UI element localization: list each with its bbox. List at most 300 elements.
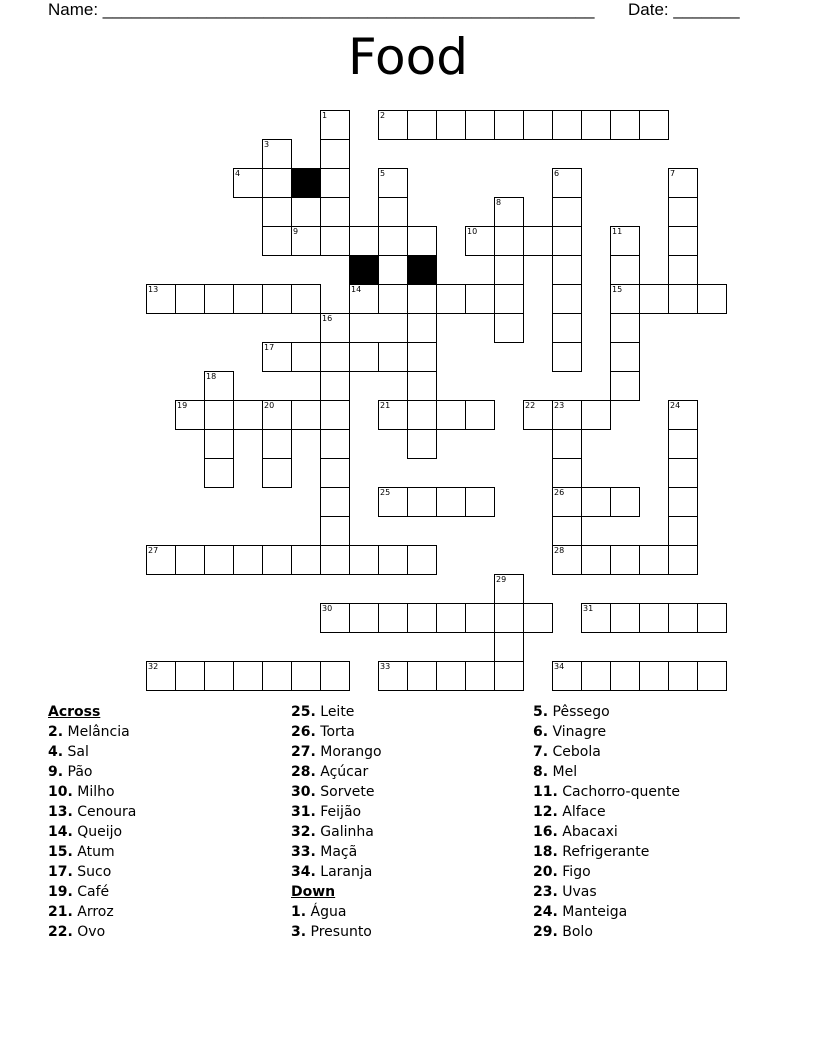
crossword-cell[interactable] bbox=[407, 342, 437, 372]
crossword-cell[interactable] bbox=[233, 284, 263, 314]
crossword-cell[interactable] bbox=[552, 226, 582, 256]
clue-text: Pão bbox=[67, 764, 93, 780]
clue-item bbox=[533, 702, 763, 722]
crossword-cell[interactable] bbox=[378, 603, 408, 633]
down-heading: Down bbox=[291, 884, 336, 900]
crossword-cell[interactable] bbox=[378, 487, 408, 517]
crossword-cell[interactable] bbox=[668, 458, 698, 488]
crossword-cell[interactable] bbox=[349, 603, 379, 633]
crossword-cell[interactable] bbox=[465, 284, 495, 314]
clue-number: 13. bbox=[48, 804, 73, 820]
crossword-cell[interactable] bbox=[262, 545, 292, 575]
clue-item bbox=[291, 782, 521, 802]
clue-item bbox=[533, 722, 763, 742]
cell-number: 20 bbox=[264, 401, 275, 410]
clue-item bbox=[48, 862, 278, 882]
cell-number: 33 bbox=[380, 662, 391, 671]
cell-number: 3 bbox=[264, 140, 270, 149]
clue-text: Bolo bbox=[562, 924, 593, 940]
crossword-cell[interactable] bbox=[407, 371, 437, 401]
crossword-cell[interactable] bbox=[494, 284, 524, 314]
clue-item bbox=[48, 882, 278, 902]
crossword-cell[interactable] bbox=[378, 226, 408, 256]
crossword-cell[interactable] bbox=[610, 661, 640, 691]
crossword-cell[interactable] bbox=[320, 139, 350, 169]
clue-text: Suco bbox=[77, 864, 112, 880]
clue-number: 33. bbox=[291, 844, 316, 860]
crossword-cell[interactable] bbox=[552, 255, 582, 285]
cell-number: 25 bbox=[380, 488, 391, 497]
clue-text: Cachorro-quente bbox=[562, 784, 680, 800]
crossword-cell[interactable] bbox=[204, 371, 234, 401]
clue-text: Arroz bbox=[77, 904, 114, 920]
crossword-cell[interactable] bbox=[494, 603, 524, 633]
crossword-cell[interactable] bbox=[291, 226, 321, 256]
clue-item bbox=[291, 922, 521, 942]
crossword-cell[interactable] bbox=[610, 545, 640, 575]
crossword-cell[interactable] bbox=[610, 603, 640, 633]
clue-number: 10. bbox=[48, 784, 73, 800]
clue-text: Água bbox=[310, 904, 347, 920]
crossword-cell[interactable] bbox=[378, 284, 408, 314]
clue-text: Sal bbox=[67, 744, 89, 760]
cell-number: 10 bbox=[467, 227, 478, 236]
crossword-cell[interactable] bbox=[291, 545, 321, 575]
crossword-cell[interactable] bbox=[407, 400, 437, 430]
cell-number: 17 bbox=[264, 343, 275, 352]
crossword-cell[interactable] bbox=[668, 661, 698, 691]
clue-item bbox=[291, 822, 521, 842]
crossword-cell[interactable] bbox=[378, 255, 408, 285]
crossword-cell[interactable] bbox=[175, 545, 205, 575]
clue-text: Pêssego bbox=[552, 704, 610, 720]
clue-number: 25. bbox=[291, 704, 316, 720]
crossword-cell[interactable] bbox=[668, 255, 698, 285]
crossword-cell[interactable] bbox=[349, 545, 379, 575]
crossword-cell[interactable] bbox=[523, 226, 553, 256]
clue-text: Uvas bbox=[562, 884, 597, 900]
date-field-label: Date: _______ bbox=[628, 0, 740, 19]
clue-number: 32. bbox=[291, 824, 316, 840]
clue-text: Feijão bbox=[320, 804, 362, 820]
crossword-cell[interactable] bbox=[262, 400, 292, 430]
crossword-cell[interactable] bbox=[204, 661, 234, 691]
crossword-cell[interactable] bbox=[436, 110, 466, 140]
cell-number: 27 bbox=[148, 546, 159, 555]
crossword-cell[interactable] bbox=[436, 661, 466, 691]
clue-item bbox=[48, 822, 278, 842]
across-clue-list-continued bbox=[291, 702, 521, 882]
crossword-cell[interactable] bbox=[494, 574, 524, 604]
crossword-cell[interactable] bbox=[175, 661, 205, 691]
crossword-cell[interactable] bbox=[407, 226, 437, 256]
crossword-cell[interactable] bbox=[320, 487, 350, 517]
crossword-cell[interactable] bbox=[697, 661, 727, 691]
clue-number: 11. bbox=[533, 784, 558, 800]
clue-item bbox=[533, 922, 763, 942]
crossword-cell[interactable] bbox=[465, 487, 495, 517]
crossword-cell[interactable] bbox=[407, 284, 437, 314]
crossword-cell[interactable] bbox=[494, 632, 524, 662]
crossword-cell[interactable] bbox=[552, 458, 582, 488]
crossword-cell[interactable] bbox=[233, 400, 263, 430]
clue-text: Milho bbox=[77, 784, 115, 800]
clue-text: Presunto bbox=[310, 924, 372, 940]
down-clue-list bbox=[291, 902, 521, 942]
crossword-cell[interactable] bbox=[320, 371, 350, 401]
clue-text: Leite bbox=[320, 704, 355, 720]
clue-text: Figo bbox=[562, 864, 591, 880]
crossword-cell[interactable] bbox=[320, 661, 350, 691]
cell-number: 4 bbox=[235, 169, 241, 178]
crossword-cell[interactable] bbox=[407, 661, 437, 691]
crossword-cell[interactable] bbox=[378, 545, 408, 575]
crossword-cell[interactable] bbox=[552, 400, 582, 430]
cell-number: 8 bbox=[496, 198, 502, 207]
crossword-cell[interactable] bbox=[610, 110, 640, 140]
cell-number: 26 bbox=[554, 488, 565, 497]
crossword-block bbox=[349, 255, 379, 285]
crossword-cell[interactable] bbox=[697, 603, 727, 633]
clue-text: Café bbox=[77, 884, 110, 900]
clue-number: 26. bbox=[291, 724, 316, 740]
crossword-cell[interactable] bbox=[610, 342, 640, 372]
crossword-cell[interactable] bbox=[204, 429, 234, 459]
crossword-cell[interactable] bbox=[523, 603, 553, 633]
clue-item bbox=[533, 862, 763, 882]
crossword-cell[interactable] bbox=[581, 400, 611, 430]
crossword-cell[interactable] bbox=[175, 284, 205, 314]
crossword-cell[interactable] bbox=[465, 661, 495, 691]
crossword-cell[interactable] bbox=[320, 226, 350, 256]
clue-item bbox=[291, 902, 521, 922]
crossword-cell[interactable] bbox=[233, 545, 263, 575]
crossword-cell[interactable] bbox=[465, 400, 495, 430]
crossword-cell[interactable] bbox=[407, 429, 437, 459]
clue-text: Torta bbox=[320, 724, 355, 740]
cell-number: 16 bbox=[322, 314, 333, 323]
crossword-cell[interactable] bbox=[668, 284, 698, 314]
crossword-cell[interactable] bbox=[552, 197, 582, 227]
crossword-cell[interactable] bbox=[610, 255, 640, 285]
crossword-cell[interactable] bbox=[262, 139, 292, 169]
clue-text: Queijo bbox=[77, 824, 123, 840]
clue-text: Manteiga bbox=[562, 904, 628, 920]
crossword-cell[interactable] bbox=[494, 110, 524, 140]
clue-text: Vinagre bbox=[552, 724, 607, 740]
crossword-cell[interactable] bbox=[610, 313, 640, 343]
clue-text: Maçã bbox=[320, 844, 358, 860]
clue-number: 17. bbox=[48, 864, 73, 880]
crossword-cell[interactable] bbox=[262, 429, 292, 459]
clue-item bbox=[291, 762, 521, 782]
crossword-cell[interactable] bbox=[407, 603, 437, 633]
clue-number: 1. bbox=[291, 904, 307, 920]
crossword-cell[interactable] bbox=[581, 603, 611, 633]
clue-text: Açúcar bbox=[320, 764, 369, 780]
crossword-cell[interactable] bbox=[378, 110, 408, 140]
clue-text: Abacaxi bbox=[562, 824, 618, 840]
clue-item bbox=[48, 842, 278, 862]
clue-number: 30. bbox=[291, 784, 316, 800]
crossword-cell[interactable] bbox=[581, 545, 611, 575]
clue-text: Refrigerante bbox=[562, 844, 650, 860]
cell-number: 24 bbox=[670, 401, 681, 410]
clue-item bbox=[48, 902, 278, 922]
cell-number: 6 bbox=[554, 169, 560, 178]
crossword-cell[interactable] bbox=[494, 226, 524, 256]
crossword-cell[interactable] bbox=[465, 110, 495, 140]
clue-number: 5. bbox=[533, 704, 549, 720]
clue-number: 2. bbox=[48, 724, 64, 740]
cell-number: 1 bbox=[322, 111, 328, 120]
clue-number: 22. bbox=[48, 924, 73, 940]
clue-column-1 bbox=[48, 702, 278, 942]
clue-text: Atum bbox=[77, 844, 115, 860]
clue-number: 16. bbox=[533, 824, 558, 840]
crossword-cell[interactable] bbox=[262, 458, 292, 488]
cell-number: 7 bbox=[670, 169, 676, 178]
clue-number: 24. bbox=[533, 904, 558, 920]
crossword-cell[interactable] bbox=[407, 487, 437, 517]
crossword-cell[interactable] bbox=[320, 110, 350, 140]
crossword-cell[interactable] bbox=[204, 545, 234, 575]
cell-number: 15 bbox=[612, 285, 623, 294]
across-clue-list bbox=[48, 722, 278, 942]
crossword-cell[interactable] bbox=[320, 429, 350, 459]
crossword-cell[interactable] bbox=[668, 429, 698, 459]
cell-number: 32 bbox=[148, 662, 159, 671]
cell-number: 22 bbox=[525, 401, 536, 410]
crossword-cell[interactable] bbox=[378, 168, 408, 198]
clue-item bbox=[533, 882, 763, 902]
clue-item bbox=[533, 802, 763, 822]
clue-number: 21. bbox=[48, 904, 73, 920]
crossword-cell[interactable] bbox=[204, 400, 234, 430]
clue-item bbox=[533, 902, 763, 922]
clue-item bbox=[48, 742, 278, 762]
crossword-cell[interactable] bbox=[581, 487, 611, 517]
crossword-cell[interactable] bbox=[552, 661, 582, 691]
clue-text: Galinha bbox=[320, 824, 374, 840]
crossword-cell[interactable] bbox=[378, 197, 408, 227]
crossword-cell[interactable] bbox=[523, 400, 553, 430]
crossword-cell[interactable] bbox=[668, 545, 698, 575]
clue-number: 7. bbox=[533, 744, 549, 760]
crossword-cell[interactable] bbox=[552, 429, 582, 459]
crossword-cell[interactable] bbox=[262, 661, 292, 691]
clue-text: Cenoura bbox=[77, 804, 137, 820]
crossword-cell[interactable] bbox=[552, 168, 582, 198]
crossword-cell[interactable] bbox=[436, 487, 466, 517]
clue-text: Morango bbox=[320, 744, 382, 760]
crossword-cell[interactable] bbox=[581, 110, 611, 140]
crossword-cell[interactable] bbox=[175, 400, 205, 430]
crossword-cell[interactable] bbox=[668, 168, 698, 198]
crossword-cell[interactable] bbox=[697, 284, 727, 314]
clue-number: 4. bbox=[48, 744, 64, 760]
cell-number: 34 bbox=[554, 662, 565, 671]
crossword-cell[interactable] bbox=[552, 313, 582, 343]
crossword-cell[interactable] bbox=[204, 284, 234, 314]
down-clue-list-continued bbox=[533, 702, 763, 942]
crossword-cell[interactable] bbox=[639, 110, 669, 140]
clue-text: Mel bbox=[552, 764, 578, 780]
clue-number: 12. bbox=[533, 804, 558, 820]
crossword-cell[interactable] bbox=[291, 284, 321, 314]
crossword-cell[interactable] bbox=[320, 168, 350, 198]
cell-number: 30 bbox=[322, 604, 333, 613]
page-title: Food bbox=[348, 28, 468, 86]
crossword-cell[interactable] bbox=[320, 400, 350, 430]
clue-text: Ovo bbox=[77, 924, 106, 940]
cell-number: 28 bbox=[554, 546, 565, 555]
clue-item bbox=[533, 742, 763, 762]
crossword-cell[interactable] bbox=[668, 603, 698, 633]
crossword-cell[interactable] bbox=[146, 545, 176, 575]
clue-item bbox=[533, 782, 763, 802]
crossword-cell[interactable] bbox=[581, 661, 611, 691]
crossword-cell[interactable] bbox=[610, 284, 640, 314]
crossword-cell[interactable] bbox=[320, 458, 350, 488]
crossword-cell[interactable] bbox=[349, 284, 379, 314]
crossword-cell[interactable] bbox=[668, 226, 698, 256]
crossword-cell[interactable] bbox=[146, 284, 176, 314]
clue-item bbox=[48, 802, 278, 822]
crossword-cell[interactable] bbox=[552, 487, 582, 517]
clue-column-2 bbox=[291, 702, 521, 942]
crossword-cell[interactable] bbox=[320, 545, 350, 575]
clue-number: 27. bbox=[291, 744, 316, 760]
crossword-cell[interactable] bbox=[552, 545, 582, 575]
crossword-cell[interactable] bbox=[378, 342, 408, 372]
cell-number: 29 bbox=[496, 575, 507, 584]
crossword-cell[interactable] bbox=[610, 371, 640, 401]
crossword-cell[interactable] bbox=[233, 168, 263, 198]
crossword-cell[interactable] bbox=[204, 458, 234, 488]
clue-number: 19. bbox=[48, 884, 73, 900]
crossword-cell[interactable] bbox=[436, 400, 466, 430]
crossword-cell[interactable] bbox=[610, 487, 640, 517]
crossword-cell[interactable] bbox=[262, 197, 292, 227]
cell-number: 23 bbox=[554, 401, 565, 410]
crossword-cell[interactable] bbox=[436, 284, 466, 314]
clue-item bbox=[48, 722, 278, 742]
clue-number: 29. bbox=[533, 924, 558, 940]
clue-item bbox=[533, 842, 763, 862]
crossword-cell[interactable] bbox=[668, 400, 698, 430]
crossword-cell[interactable] bbox=[639, 661, 669, 691]
clue-text: Alface bbox=[562, 804, 606, 820]
cell-number: 18 bbox=[206, 372, 217, 381]
across-heading: Across bbox=[48, 704, 101, 720]
clue-item bbox=[48, 782, 278, 802]
clue-item bbox=[48, 762, 278, 782]
clue-text: Laranja bbox=[320, 864, 373, 880]
crossword-cell[interactable] bbox=[494, 197, 524, 227]
crossword-cell[interactable] bbox=[639, 284, 669, 314]
clue-column-3 bbox=[533, 702, 763, 942]
cell-number: 13 bbox=[148, 285, 159, 294]
crossword-cell[interactable] bbox=[233, 661, 263, 691]
cell-number: 19 bbox=[177, 401, 188, 410]
cell-number: 9 bbox=[293, 227, 299, 236]
crossword-cell[interactable] bbox=[552, 342, 582, 372]
clue-text: Sorvete bbox=[320, 784, 375, 800]
crossword-cell[interactable] bbox=[494, 255, 524, 285]
clue-item bbox=[533, 822, 763, 842]
crossword-cell[interactable] bbox=[552, 516, 582, 546]
clue-text: Cebola bbox=[552, 744, 601, 760]
clue-number: 28. bbox=[291, 764, 316, 780]
crossword-cell[interactable] bbox=[668, 487, 698, 517]
crossword-cell[interactable] bbox=[320, 313, 350, 343]
name-field-label: Name: ____________________________________________________ bbox=[48, 0, 595, 19]
crossword-cell[interactable] bbox=[610, 226, 640, 256]
crossword-cell[interactable] bbox=[407, 313, 437, 343]
cell-number: 14 bbox=[351, 285, 362, 294]
cell-number: 5 bbox=[380, 169, 386, 178]
clue-item bbox=[291, 802, 521, 822]
crossword-cell[interactable] bbox=[291, 661, 321, 691]
crossword-cell[interactable] bbox=[465, 603, 495, 633]
crossword-cell[interactable] bbox=[291, 342, 321, 372]
crossword-cell[interactable] bbox=[349, 342, 379, 372]
crossword-cell[interactable] bbox=[436, 603, 466, 633]
crossword-cell[interactable] bbox=[146, 661, 176, 691]
clue-text: Melância bbox=[67, 724, 130, 740]
clue-number: 9. bbox=[48, 764, 64, 780]
clue-number: 34. bbox=[291, 864, 316, 880]
crossword-cell[interactable] bbox=[668, 516, 698, 546]
crossword-cell[interactable] bbox=[349, 226, 379, 256]
crossword-cell[interactable] bbox=[494, 661, 524, 691]
clue-number: 23. bbox=[533, 884, 558, 900]
clue-number: 31. bbox=[291, 804, 316, 820]
crossword-cell[interactable] bbox=[262, 226, 292, 256]
crossword-cell[interactable] bbox=[552, 284, 582, 314]
crossword-cell[interactable] bbox=[378, 661, 408, 691]
crossword-cell[interactable] bbox=[523, 110, 553, 140]
cell-number: 21 bbox=[380, 401, 391, 410]
clue-number: 3. bbox=[291, 924, 307, 940]
crossword-cell[interactable] bbox=[262, 168, 292, 198]
crossword-cell[interactable] bbox=[291, 400, 321, 430]
clue-number: 15. bbox=[48, 844, 73, 860]
crossword-cell[interactable] bbox=[262, 342, 292, 372]
cell-number: 31 bbox=[583, 604, 594, 613]
crossword-cell[interactable] bbox=[320, 603, 350, 633]
crossword-cell[interactable] bbox=[320, 342, 350, 372]
crossword-block bbox=[407, 255, 437, 285]
crossword-cell[interactable] bbox=[407, 110, 437, 140]
crossword-cell[interactable] bbox=[320, 516, 350, 546]
crossword-cell[interactable] bbox=[639, 603, 669, 633]
crossword-cell[interactable] bbox=[378, 400, 408, 430]
crossword-cell[interactable] bbox=[465, 226, 495, 256]
cell-number: 2 bbox=[380, 111, 386, 120]
crossword-cell[interactable] bbox=[262, 284, 292, 314]
clue-item bbox=[291, 742, 521, 762]
crossword-cell[interactable] bbox=[320, 197, 350, 227]
clue-number: 6. bbox=[533, 724, 549, 740]
crossword-cell[interactable] bbox=[639, 545, 669, 575]
crossword-cell[interactable] bbox=[494, 313, 524, 343]
crossword-cell[interactable] bbox=[552, 110, 582, 140]
crossword-cell[interactable] bbox=[668, 197, 698, 227]
clue-item bbox=[48, 922, 278, 942]
crossword-cell[interactable] bbox=[407, 545, 437, 575]
